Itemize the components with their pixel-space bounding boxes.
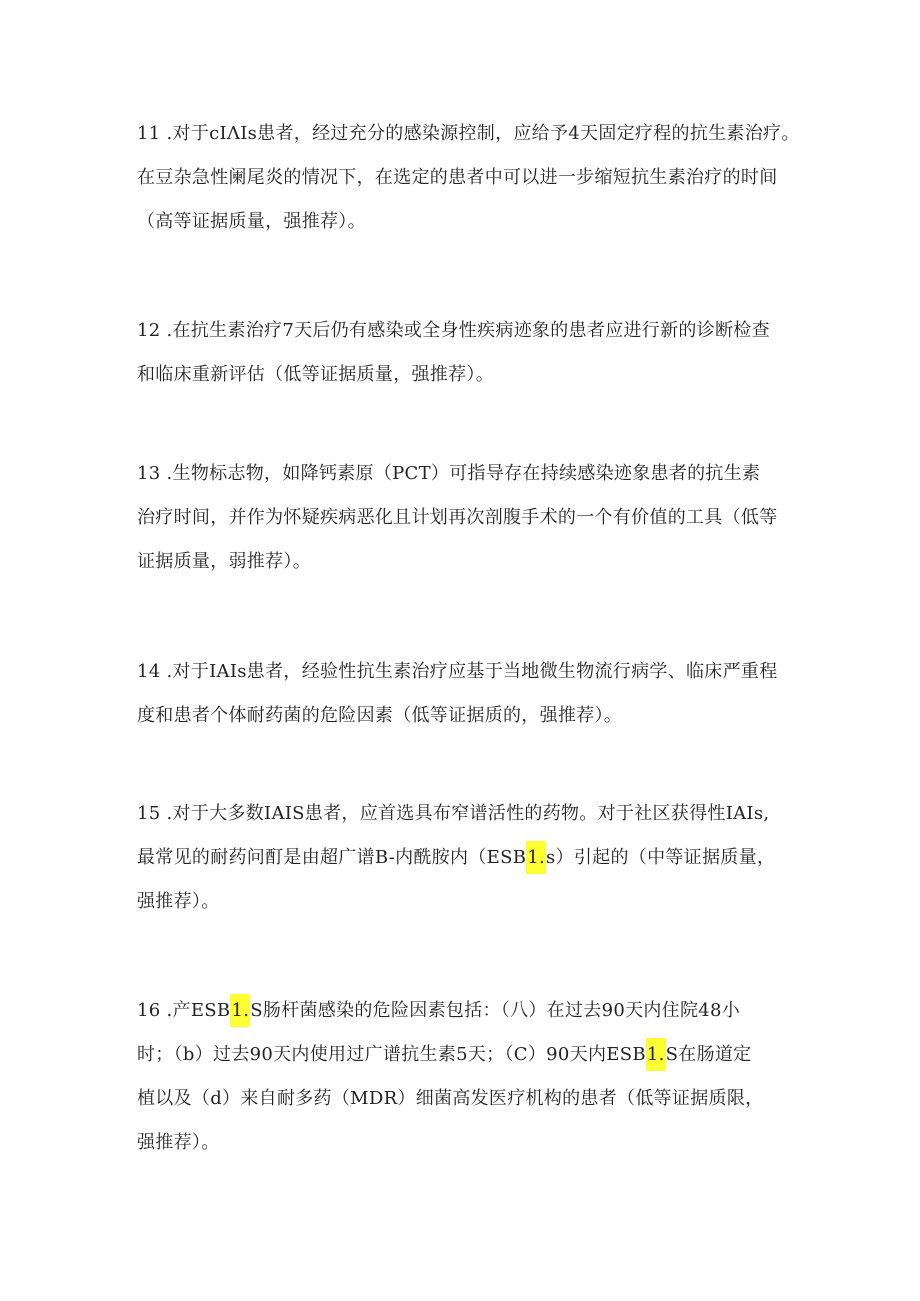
- paragraph-line: 最常见的耐药问酊是由超广谱B-内酰胺内（ESB1.s）引起的（中等证据质量，: [137, 836, 797, 880]
- paragraph-line: 强推荐）。: [137, 1132, 220, 1153]
- paragraph-line: 治疗时间，并作为怀疑疾病恶化且计划再次剖腹手术的一个有价值的工具（低等: [137, 507, 778, 528]
- paragraph-16: [137, 989, 797, 1165]
- paragraph-line: 度和患者个体耐药菌的危险因素（低等证据质的，强推荐）。: [137, 705, 623, 726]
- paragraph-line: 16 .产ESB1.S肠杆菌感染的危险因素包括：（八）在过去90天内住院48小: [137, 989, 797, 1033]
- paragraph-line: 植以及（d）来自耐多药（MDR）细菌高发医疗机构的患者（低等证据质限，: [137, 1088, 764, 1109]
- paragraph-line: 15 .对于大多数IAIS患者，应首选具布窄谱活性的药物。对于社区获得性IAIs,: [137, 803, 770, 824]
- paragraph-line: 证据质量，弱推荐）。: [137, 551, 311, 572]
- paragraph-14: [137, 650, 797, 738]
- highlighted-text: 1.: [646, 1038, 666, 1071]
- paragraph-line: 和临床重新评估（低等证据质量，强推荐）。: [137, 364, 494, 385]
- paragraph-15: [137, 792, 797, 924]
- paragraph-line: 在豆杂急性阑尾炎的情况下，在选定的患者中可以进一步缩短抗生素治疗的时间: [137, 167, 778, 188]
- paragraph-13: [137, 452, 797, 584]
- paragraph-line: （高等证据质量，强推荐）。: [137, 211, 366, 232]
- paragraph-line: 14 .对于IAIs患者，经验性抗生素治疗应基于当地微生物流行病学、临床严重程: [137, 661, 778, 682]
- highlighted-text: 1.: [526, 841, 546, 874]
- paragraph-11: [137, 112, 800, 244]
- paragraph-line: 11 .对于cIΛIs患者，经过充分的感染源控制，应给予4天固定疗程的抗生素治疗。: [137, 123, 800, 144]
- paragraph-line: 12 .在抗生素治疗7天后仍有感染或全身性疾病迹象的患者应进行新的诊断检查: [137, 320, 770, 341]
- paragraph-line: 时；（b）过去90天内使用过广谱抗生素5天；（C）90天内ESB1.S在肠道定: [137, 1033, 797, 1077]
- paragraph-line: 强推荐）。: [137, 891, 220, 912]
- highlighted-text: 1.: [230, 994, 250, 1027]
- paragraph-12: [137, 309, 797, 397]
- paragraph-line: 13 .生物标志物，如降钙素原（PCT）可指导存在持续感染迹象患者的抗生素: [137, 463, 761, 484]
